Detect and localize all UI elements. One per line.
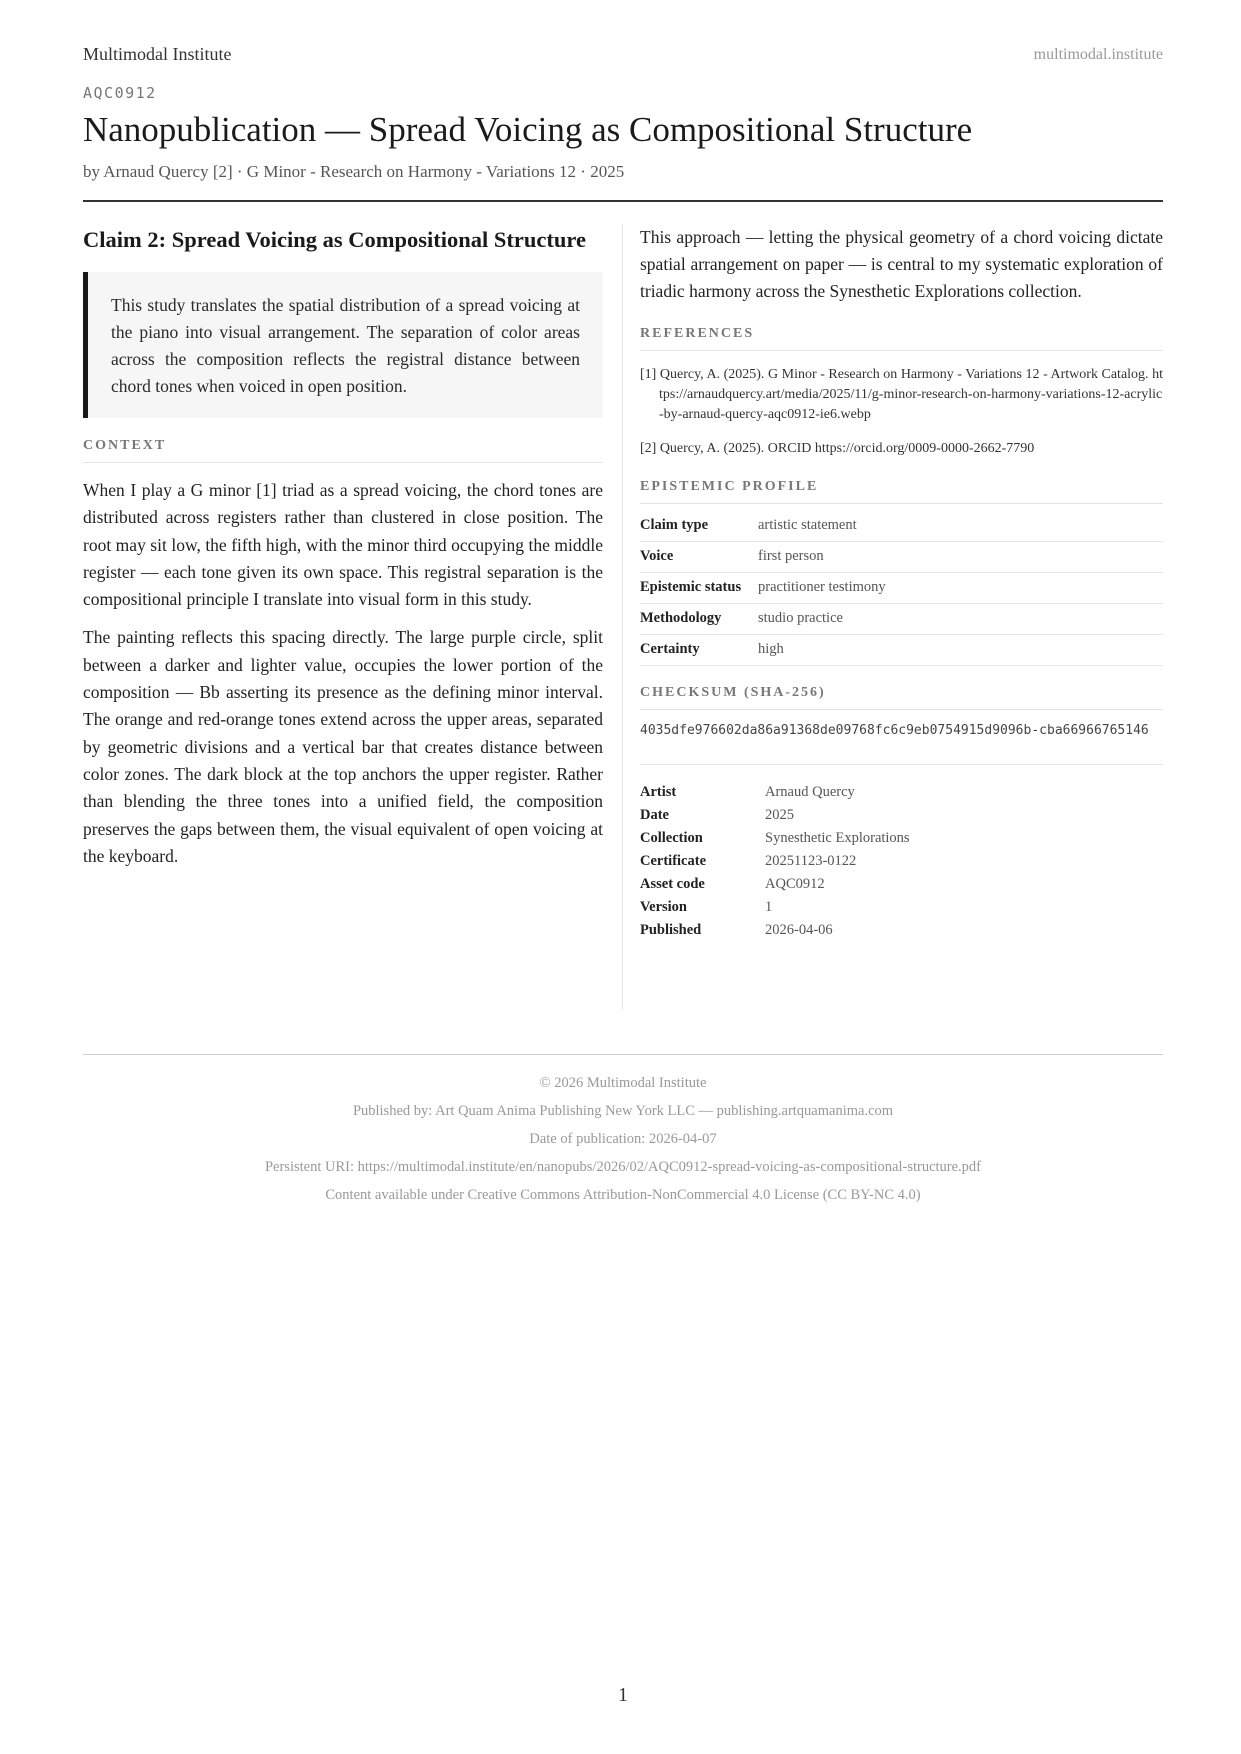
meta-value: 2025 [765, 806, 794, 823]
footer [83, 1073, 1163, 1213]
context-label: CONTEXT [83, 438, 603, 463]
epistemic-profile-label: EPISTEMIC PROFILE [640, 479, 1163, 504]
meta-key: Collection [640, 829, 703, 846]
profile-value: high [758, 634, 1163, 665]
meta-row [640, 873, 910, 896]
reference-item[interactable]: [2] Quercy, A. (2025). ORCID https://orcid.org/0009-0000-2662-7790 [640, 441, 1035, 456]
meta-key: Artist [640, 783, 677, 800]
profile-key: Claim type [640, 510, 758, 541]
profile-key: Voice [640, 541, 758, 572]
intro-paragraph: This approach — letting the physical geometry of a chord voicing dictate spatial arrangement on paper — is central to my systematic exploration of triadic harmony across the Synesthetic Explorations collection. [640, 227, 1163, 301]
institute-site-link[interactable]: multimodal.institute [1033, 46, 1163, 63]
page-title: Nanopublication — Spread Voicing as Compositional Structure [83, 110, 973, 149]
footer-persistent-uri[interactable]: Persistent URI: https://multimodal.institute/en/nanopubs/2026/02/AQC0912-spread-voicing-as-compositional-structure.pdf [264, 1159, 982, 1175]
meta-value: Synesthetic Explorations [765, 829, 910, 846]
profile-row [640, 603, 1163, 634]
document-page [83, 0, 1163, 1754]
meta-value: AQC0912 [765, 875, 825, 892]
footer-license: Content available under Creative Commons Attribution-NonCommercial 4.0 License (CC BY-NC 4.0) [325, 1187, 921, 1203]
meta-row [640, 896, 910, 919]
metadata-table [640, 781, 910, 942]
left-column [83, 224, 603, 870]
profile-key: Certainty [640, 634, 758, 665]
asset-code: AQC0912 [83, 84, 157, 102]
profile-key: Epistemic status [640, 572, 758, 603]
meta-row [640, 850, 910, 873]
meta-key: Certificate [640, 852, 707, 869]
reference-item[interactable]: [1] Quercy, A. (2025). G Minor - Research on Harmony - Variations 12 - Artwork Catalog. https://arnaudquercy.art/media/2025/11/g-minor-research-on-harmony-variations-12-acrylic-by-arnaud-quercy-aqc0912-ie6.webp [640, 367, 1163, 422]
footer-divider [83, 1054, 1163, 1055]
context-paragraph-2: The painting reflects this spacing directly. The large purple circle, split between a darker and lighter value, occupies the lower portion of the composition — Bb asserting its presence as the defining minor interval. The orange and red-orange tones extend across the upper areas, separated by geometric divisions and a vertical bar that creates distance between color zones. The dark block at the top anchors the upper register. Rather than blending the three tones into a unified field, the composition preserves the gaps between them, the visual equivalent of open voicing at the keyboard. [83, 627, 603, 866]
byline: by Arnaud Quercy [2] · G Minor - Research on Harmony - Variations 12 · 2025 [83, 162, 625, 181]
references-label: REFERENCES [640, 326, 1163, 351]
meta-row [640, 919, 910, 942]
meta-value: 1 [765, 898, 773, 915]
meta-row [640, 804, 910, 827]
meta-key: Published [640, 921, 702, 938]
profile-row [640, 510, 1163, 541]
meta-value: Arnaud Quercy [765, 783, 855, 800]
profile-row [640, 572, 1163, 603]
profile-value: studio practice [758, 603, 1163, 634]
meta-row [640, 781, 910, 804]
checksum-label: CHECKSUM (SHA-256) [640, 685, 1163, 710]
checksum-value: 4035dfe976602da86a91368de09768fc6c9eb0754915d9096b-cba66966765146 [640, 721, 1163, 765]
claim-title: Claim 2: Spread Voicing as Compositional Structure [83, 227, 586, 252]
meta-value: 2026-04-06 [765, 921, 833, 938]
column-divider [622, 224, 623, 1010]
meta-row [640, 827, 910, 850]
profile-row [640, 541, 1163, 572]
profile-row [640, 634, 1163, 665]
profile-value: artistic statement [758, 510, 1163, 541]
context-paragraph-1: When I play a G minor [1] triad as a spread voicing, the chord tones are distributed across registers rather than clustered in close position. The root may sit low, the fifth high, with the minor third occupying the middle register — each tone given its own space. This registral separation is the compositional principle I translate into visual form in this study. [83, 480, 603, 610]
footer-copyright: © 2026 Multimodal Institute [539, 1075, 707, 1091]
meta-key: Date [640, 806, 669, 823]
profile-value: practitioner testimony [758, 572, 1163, 603]
institute-name: Multimodal Institute [83, 44, 232, 64]
meta-key: Asset code [640, 875, 705, 892]
header-divider [83, 200, 1163, 202]
profile-value: first person [758, 541, 1163, 572]
meta-value: 20251123-0122 [765, 852, 857, 869]
epistemic-profile-table [640, 510, 1163, 666]
page-number: 1 [618, 1684, 628, 1706]
top-bar [83, 44, 1163, 68]
footer-publisher: Published by: Art Quam Anima Publishing New York LLC — publishing.artquamanima.com [352, 1103, 894, 1119]
meta-key: Version [640, 898, 687, 915]
profile-key: Methodology [640, 603, 758, 634]
footer-publication-date: Date of publication: 2026-04-07 [529, 1131, 717, 1147]
claim-quote: This study translates the spatial distribution of a spread voicing at the piano into visual arrangement. The separation of color areas across the composition reflects the registral distance between chord tones when voiced in open position. [83, 272, 603, 418]
right-column [640, 224, 1163, 942]
